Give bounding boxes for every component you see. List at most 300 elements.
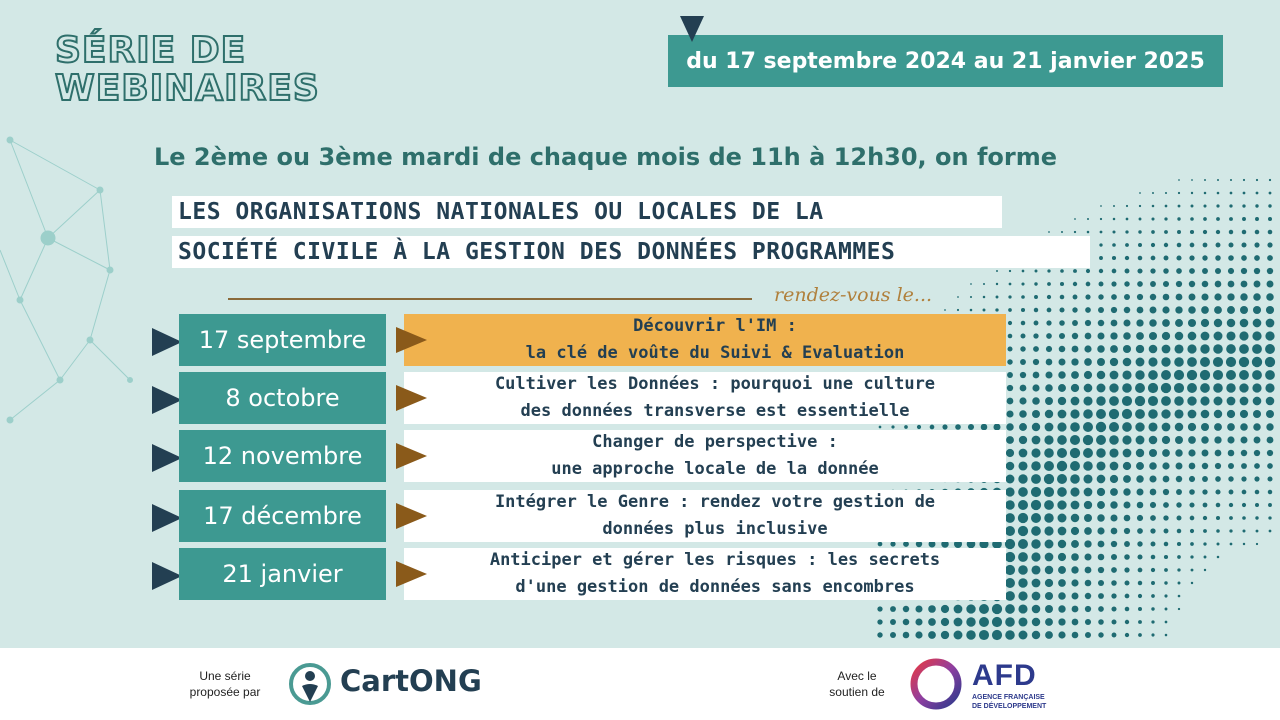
- halftone-dot: [1019, 631, 1028, 640]
- halftone-dot: [1019, 410, 1027, 418]
- session-row: [0, 548, 1010, 604]
- halftone-dot: [1071, 397, 1080, 406]
- halftone-dot: [1125, 607, 1130, 612]
- halftone-dot: [1187, 357, 1197, 367]
- halftone-dot: [1228, 255, 1234, 261]
- halftone-dot: [1045, 605, 1053, 613]
- halftone-dot: [1265, 344, 1275, 354]
- halftone-dot: [1085, 619, 1091, 625]
- halftone-dot: [1151, 581, 1155, 585]
- halftone-dot: [1148, 383, 1158, 393]
- halftone-dot: [1135, 370, 1144, 379]
- halftone-dot: [1112, 256, 1116, 260]
- halftone-dot: [1033, 359, 1039, 365]
- halftone-dot: [1111, 320, 1118, 327]
- halftone-dot: [1151, 243, 1155, 247]
- halftone-dot: [1032, 605, 1041, 614]
- halftone-dot: [1189, 281, 1195, 287]
- halftone-dot: [1031, 526, 1041, 536]
- halftone-dot: [1122, 396, 1132, 406]
- halftone-dot: [1189, 476, 1195, 482]
- halftone-dot: [1057, 500, 1066, 509]
- halftone-dot: [1242, 204, 1245, 207]
- halftone-dot: [1228, 463, 1234, 469]
- halftone-dot: [1124, 541, 1130, 547]
- halftone-dot: [1137, 268, 1142, 273]
- halftone-dot: [928, 618, 936, 626]
- halftone-dot: [1148, 409, 1158, 419]
- halftone-dot: [1240, 397, 1249, 406]
- halftone-dot: [1018, 539, 1028, 549]
- halftone-dot: [1149, 449, 1157, 457]
- halftone-dot: [1202, 255, 1207, 260]
- halftone-dot: [1165, 192, 1167, 194]
- halftone-dot: [1044, 526, 1053, 535]
- halftone-dot: [1151, 542, 1156, 547]
- halftone-dot: [1125, 256, 1129, 260]
- halftone-dot: [1125, 243, 1129, 247]
- halftone-dot: [1110, 332, 1117, 339]
- session-topic-line-1: Découvrir l'IM :: [633, 316, 797, 336]
- halftone-dot: [915, 631, 922, 638]
- halftone-dot: [1057, 435, 1067, 445]
- halftone-dot: [1099, 269, 1103, 273]
- halftone-dot: [1070, 448, 1080, 458]
- halftone-dot: [1034, 308, 1038, 312]
- halftone-dot: [1098, 567, 1104, 573]
- halftone-dot: [1241, 242, 1246, 247]
- halftone-dot: [1071, 566, 1078, 573]
- halftone-dot: [1215, 450, 1222, 457]
- session-topic-line-2: d'une gestion de données sans encombres: [515, 577, 915, 597]
- halftone-dot: [1162, 332, 1170, 340]
- halftone-dot: [1201, 293, 1208, 300]
- halftone-dot: [1176, 281, 1182, 287]
- halftone-dot: [1097, 358, 1105, 366]
- halftone-dot: [1034, 295, 1038, 299]
- halftone-dot: [1164, 256, 1169, 261]
- halftone-dot: [1137, 294, 1143, 300]
- halftone-dot: [1031, 461, 1041, 471]
- halftone-dot: [1109, 409, 1119, 419]
- halftone-dot: [1059, 333, 1065, 339]
- halftone-dot: [1057, 448, 1067, 458]
- halftone-dot: [903, 606, 909, 612]
- halftone-dot: [1139, 205, 1141, 207]
- halftone-dot: [1152, 192, 1154, 194]
- halftone-dot: [1059, 359, 1066, 366]
- halftone-dot: [1175, 449, 1182, 456]
- halftone-dot: [1226, 370, 1236, 380]
- halftone-dot: [1045, 566, 1053, 574]
- halftone-dot: [1096, 396, 1105, 405]
- halftone-dot: [1084, 384, 1093, 393]
- halftone-dot: [966, 630, 976, 640]
- halftone-dot: [1046, 320, 1051, 325]
- halftone-dot: [1265, 357, 1275, 367]
- halftone-dot: [1162, 462, 1169, 469]
- halftone-dot: [1164, 555, 1168, 559]
- halftone-dot: [1216, 204, 1219, 207]
- halftone-dot: [1148, 422, 1157, 431]
- halftone-dot: [1123, 319, 1130, 326]
- halftone-dot: [1135, 409, 1145, 419]
- halftone-dot: [1073, 282, 1077, 286]
- halftone-dot: [1204, 556, 1207, 559]
- halftone-dot: [1018, 578, 1027, 587]
- halftone-dot: [1187, 370, 1197, 380]
- halftone-dot: [1227, 319, 1236, 328]
- halftone-dot: [1202, 476, 1208, 482]
- halftone-dot: [1255, 503, 1259, 507]
- halftone-dot: [1070, 461, 1080, 471]
- halftone-dot: [1045, 397, 1053, 405]
- halftone-dot: [1240, 423, 1248, 431]
- halftone-dot: [1125, 269, 1130, 274]
- halftone-dot: [1047, 282, 1051, 286]
- halftone-dot: [1215, 463, 1221, 469]
- halftone-dot: [1214, 423, 1222, 431]
- halftone-dot: [1097, 501, 1105, 509]
- halftone-dot: [1110, 514, 1117, 521]
- halftone-dot: [1111, 580, 1117, 586]
- halftone-dot: [1112, 633, 1117, 638]
- halftone-dot: [928, 605, 936, 613]
- halftone-dot: [1254, 463, 1260, 469]
- halftone-dot: [1138, 230, 1141, 233]
- halftone-dot: [941, 631, 949, 639]
- halftone-dot: [1123, 332, 1131, 340]
- halftone-dot: [1239, 383, 1248, 392]
- halftone-dot: [1032, 436, 1041, 445]
- halftone-dot: [1267, 255, 1273, 261]
- halftone-dot: [1191, 205, 1194, 208]
- halftone-dot: [1136, 462, 1144, 470]
- halftone-dot: [1267, 463, 1273, 469]
- halftone-dot: [1111, 528, 1118, 535]
- halftone-dot: [1162, 423, 1171, 432]
- halftone-dot: [1190, 516, 1195, 521]
- triangle-arrow-icon: [396, 327, 427, 353]
- halftone-dot: [1098, 580, 1104, 586]
- halftone-dot: [1217, 179, 1219, 181]
- halftone-dot: [1200, 383, 1210, 393]
- halftone-dot: [1267, 450, 1273, 456]
- halftone-dot: [1109, 422, 1119, 432]
- halftone-dot: [1044, 487, 1054, 497]
- halftone-dot: [1096, 422, 1106, 432]
- halftone-dot: [1241, 268, 1247, 274]
- halftone-dot: [1084, 553, 1091, 560]
- halftone-dot: [1072, 307, 1077, 312]
- halftone-dot: [1174, 370, 1184, 380]
- halftone-dot: [1045, 618, 1053, 626]
- afd-subtitle-line-1: AGENCE FRANÇAISE: [972, 694, 1045, 701]
- schedule-subtitle: Le 2ème ou 3ème mardi de chaque mois de 11h à 12h30, on forme: [154, 143, 1058, 171]
- halftone-dot: [1084, 488, 1093, 497]
- afd-ring-icon: [908, 656, 964, 712]
- series-title-line-2: WEBINAIRES: [55, 68, 320, 109]
- halftone-dot: [1163, 502, 1169, 508]
- halftone-dot: [1266, 306, 1274, 314]
- halftone-dot: [1217, 192, 1220, 195]
- halftone-dot: [1227, 423, 1235, 431]
- halftone-dot: [1085, 632, 1091, 638]
- halftone-dot: [1137, 515, 1143, 521]
- halftone-dot: [1216, 516, 1220, 520]
- halftone-dot: [1253, 397, 1262, 406]
- halftone-dot: [1240, 293, 1247, 300]
- halftone-dot: [1217, 556, 1220, 559]
- halftone-dot: [1136, 488, 1143, 495]
- halftone-dot: [1241, 437, 1248, 444]
- halftone-dot: [1137, 554, 1142, 559]
- halftone-dot: [1190, 230, 1194, 234]
- halftone-dot: [1151, 594, 1155, 598]
- halftone-dot: [1045, 371, 1052, 378]
- halftone-dot: [1123, 462, 1131, 470]
- halftone-dot: [1254, 268, 1260, 274]
- halftone-dot: [1266, 423, 1273, 430]
- halftone-dot: [1047, 308, 1052, 313]
- halftone-dot: [1252, 357, 1262, 367]
- triangle-arrow-icon: [152, 562, 182, 590]
- halftone-dot: [1098, 606, 1104, 612]
- halftone-dot: [1009, 270, 1011, 272]
- halftone-dot: [1097, 475, 1106, 484]
- halftone-dot: [1256, 543, 1258, 545]
- halftone-dot: [1060, 282, 1064, 286]
- halftone-dot: [1241, 281, 1248, 288]
- halftone-dot: [1177, 230, 1181, 234]
- halftone-dot: [1097, 514, 1105, 522]
- halftone-dot: [1214, 397, 1223, 406]
- halftone-dot: [877, 632, 882, 637]
- halftone-dot: [1034, 321, 1039, 326]
- halftone-dot: [1188, 449, 1195, 456]
- session-topic-line-2: la clé de voûte du Suivi & Evaluation: [525, 343, 905, 363]
- halftone-dot: [1254, 242, 1259, 247]
- halftone-dot: [1045, 579, 1053, 587]
- halftone-dot: [1098, 541, 1105, 548]
- halftone-dot: [1071, 514, 1079, 522]
- halftone-dot: [1138, 620, 1142, 624]
- halftone-dot: [1047, 269, 1050, 272]
- halftone-dot: [1214, 319, 1222, 327]
- halftone-dot: [1178, 595, 1181, 598]
- halftone-dot: [1138, 607, 1142, 611]
- halftone-dot: [1085, 580, 1092, 587]
- triangle-arrow-icon: [152, 386, 182, 414]
- halftone-dot: [1084, 358, 1092, 366]
- halftone-dot: [1097, 384, 1106, 393]
- halftone-dot: [954, 618, 963, 627]
- halftone-dot: [1087, 218, 1089, 220]
- halftone-dot: [1109, 448, 1118, 457]
- halftone-dot: [1072, 619, 1079, 626]
- halftone-dot: [1150, 489, 1157, 496]
- halftone-dot: [1190, 555, 1193, 558]
- halftone-dot: [1190, 243, 1195, 248]
- halftone-dot: [1189, 294, 1196, 301]
- halftone-dot: [1123, 475, 1131, 483]
- halftone-dot: [1100, 205, 1102, 207]
- halftone-dot: [890, 606, 896, 612]
- halftone-dot: [1254, 255, 1260, 261]
- halftone-dot: [1018, 565, 1028, 575]
- session-date: 17 décembre: [179, 490, 386, 542]
- halftone-dot: [1113, 205, 1115, 207]
- halftone-dot: [1018, 591, 1027, 600]
- halftone-dot: [1070, 422, 1080, 432]
- halftone-dot: [1239, 331, 1248, 340]
- halftone-dot: [1255, 230, 1260, 235]
- halftone-dot: [957, 296, 959, 298]
- halftone-dot: [1254, 450, 1260, 456]
- halftone-dot: [1252, 344, 1262, 354]
- halftone-dot: [1122, 422, 1132, 432]
- halftone-dot: [1189, 502, 1194, 507]
- halftone-dot: [1109, 396, 1119, 406]
- halftone-dot: [1191, 179, 1193, 181]
- halftone-dot: [1267, 476, 1272, 481]
- halftone-dot: [1188, 423, 1196, 431]
- halftone-dot: [1018, 617, 1027, 626]
- halftone-dot: [1214, 410, 1222, 418]
- halftone-dot: [970, 296, 972, 298]
- halftone-dot: [1138, 256, 1143, 261]
- session-topic: [404, 490, 1006, 542]
- halftone-dot: [1201, 306, 1209, 314]
- halftone-dot: [1096, 461, 1105, 470]
- halftone-dot: [1161, 357, 1170, 366]
- halftone-dot: [1122, 435, 1131, 444]
- halftone-dot: [1138, 243, 1142, 247]
- halftone-dot: [1058, 527, 1067, 536]
- halftone-dot: [1098, 619, 1104, 625]
- halftone-dot: [1045, 631, 1053, 639]
- halftone-dot: [1020, 372, 1026, 378]
- halftone-dot: [1125, 633, 1129, 637]
- halftone-dot: [1018, 487, 1028, 497]
- halftone-dot: [1032, 384, 1039, 391]
- halftone-dot: [954, 631, 963, 640]
- support-line-1: Avec le: [837, 669, 877, 683]
- halftone-dot: [1085, 294, 1090, 299]
- halftone-dot: [1229, 516, 1233, 520]
- halftone-dot: [1190, 542, 1194, 546]
- halftone-dot: [1138, 581, 1142, 585]
- halftone-dot: [1162, 436, 1170, 444]
- halftone-dot: [1164, 217, 1167, 220]
- halftone-dot: [1044, 513, 1053, 522]
- halftone-dot: [1018, 461, 1027, 470]
- halftone-dot: [1098, 554, 1105, 561]
- halftone-dot: [1123, 449, 1132, 458]
- halftone-dot: [1213, 344, 1223, 354]
- halftone-dot: [1268, 204, 1271, 207]
- halftone-dot: [1162, 449, 1170, 457]
- halftone-dot: [1125, 620, 1129, 624]
- halftone-dot: [1230, 543, 1233, 546]
- halftone-dot: [1070, 435, 1080, 445]
- series-title-line-1: SÉRIE DE: [55, 30, 247, 71]
- halftone-dot: [1190, 217, 1194, 221]
- halftone-dot: [1268, 516, 1271, 519]
- halftone-dot: [1085, 320, 1091, 326]
- halftone-dot: [957, 309, 959, 311]
- halftone-dot: [1031, 474, 1041, 484]
- halftone-dot: [1176, 255, 1181, 260]
- halftone-dot: [1178, 179, 1180, 181]
- session-row: [0, 430, 1010, 486]
- halftone-dot: [1058, 566, 1066, 574]
- halftone-dot: [1058, 540, 1066, 548]
- halftone-dot: [1151, 230, 1155, 234]
- halftone-dot: [890, 632, 896, 638]
- halftone-dot: [1136, 332, 1144, 340]
- halftone-dot: [1230, 192, 1233, 195]
- halftone-dot: [1242, 230, 1247, 235]
- halftone-dot: [1242, 529, 1245, 532]
- halftone-dot: [1256, 179, 1258, 181]
- halftone-dot: [1162, 306, 1169, 313]
- halftone-dot: [1242, 516, 1246, 520]
- halftone-dot: [1253, 410, 1261, 418]
- halftone-dot: [1149, 319, 1157, 327]
- cartong-pin-icon: [288, 662, 332, 708]
- halftone-dot: [1175, 306, 1182, 313]
- halftone-dot: [1178, 205, 1181, 208]
- halftone-dot: [1124, 554, 1130, 560]
- halftone-dot: [1059, 346, 1066, 353]
- halftone-dot: [1254, 476, 1259, 481]
- halftone-dot: [1269, 192, 1272, 195]
- halftone-dot: [1163, 281, 1169, 287]
- halftone-dot: [1178, 608, 1180, 610]
- halftone-dot: [1255, 204, 1258, 207]
- halftone-dot: [1191, 192, 1193, 194]
- halftone-dot: [1148, 396, 1158, 406]
- halftone-dot: [996, 283, 998, 285]
- halftone-dot: [1150, 294, 1156, 300]
- session-topic-line-1: Changer de perspective :: [592, 432, 838, 452]
- halftone-dot: [1215, 476, 1221, 482]
- halftone-dot: [1176, 294, 1183, 301]
- halftone-dot: [954, 605, 963, 614]
- halftone-dot: [1074, 231, 1076, 233]
- halftone-dot: [1149, 332, 1157, 340]
- halftone-dot: [1201, 436, 1209, 444]
- halftone-dot: [1071, 579, 1078, 586]
- halftone-dot: [1226, 344, 1236, 354]
- halftone-dot: [1268, 230, 1273, 235]
- halftone-dot: [1176, 489, 1182, 495]
- halftone-dot: [1072, 593, 1079, 600]
- halftone-dot: [1019, 423, 1027, 431]
- halftone-dot: [1097, 371, 1106, 380]
- halftone-dot: [966, 604, 975, 613]
- halftone-dot: [1254, 437, 1261, 444]
- halftone-dot: [1165, 608, 1168, 611]
- halftone-dot: [941, 605, 949, 613]
- halftone-dot: [1256, 530, 1259, 533]
- halftone-dot: [1137, 541, 1142, 546]
- halftone-dot: [1136, 436, 1145, 445]
- halftone-dot: [1058, 579, 1066, 587]
- halftone-dot: [1177, 516, 1182, 521]
- halftone-dot: [928, 631, 936, 639]
